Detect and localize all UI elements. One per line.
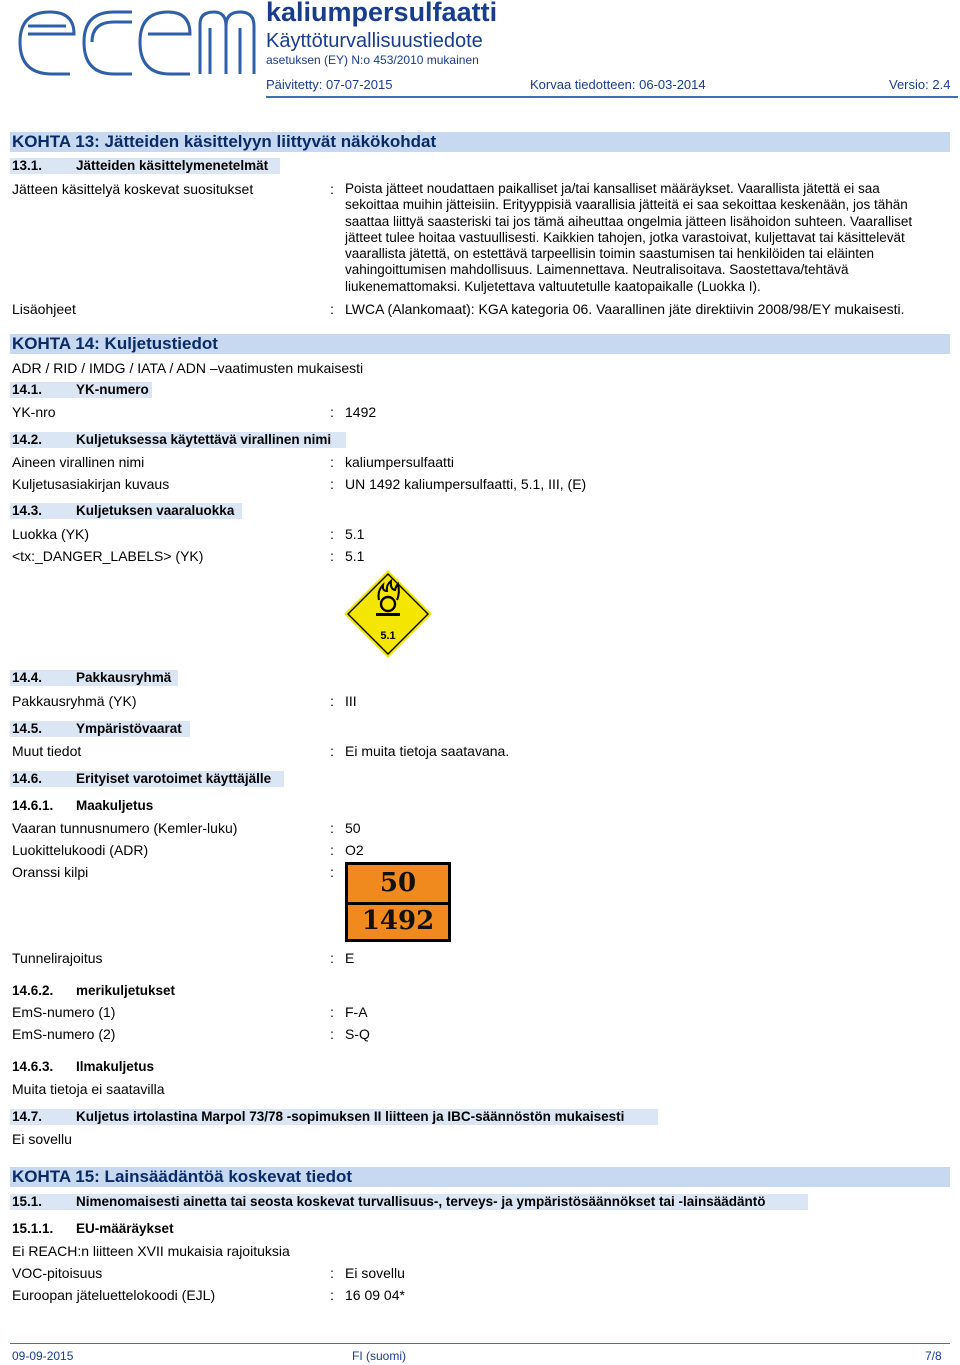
company-logo <box>14 4 258 80</box>
sub-14-6-heading: 14.6. Erityiset varotoimet käyttäjälle <box>12 771 272 786</box>
updated-date: Päivitetty: 07-07-2015 <box>266 77 393 92</box>
colon: : <box>330 1026 334 1042</box>
section-13-title: KOHTA 13: Jätteiden käsittelyyn liittyvät näkökohdat <box>12 132 437 151</box>
colon: : <box>330 820 334 836</box>
colon: : <box>330 548 334 564</box>
class-label: Luokka (YK) <box>12 526 90 542</box>
orange-hazard-plate <box>345 862 451 942</box>
colon: : <box>330 476 334 492</box>
header-divider <box>266 96 958 98</box>
ejl-label: Euroopan jäteluettelokoodi (EJL) <box>12 1287 216 1303</box>
waste-recommendation-label: Jätteen käsittelyä koskevat suositukset <box>12 181 254 197</box>
kemler-value: 50 <box>345 820 361 836</box>
voc-label: VOC-pitoisuus <box>12 1265 103 1281</box>
colon: : <box>330 1004 334 1020</box>
sub-14-3-heading: 14.3. Kuljetuksen vaaraluokka <box>12 503 235 518</box>
version: Versio: 2.4 <box>889 77 951 92</box>
kemler-label: Vaaran tunnusnumero (Kemler-luku) <box>12 820 238 836</box>
air-transport-value: Muita tietoja ei saatavilla <box>12 1081 165 1097</box>
footer-page: 7/8 <box>925 1349 942 1363</box>
transport-intro: ADR / RID / IMDG / IATA / ADN –vaatimusten mukaisesti <box>12 360 364 376</box>
colon: : <box>330 693 334 709</box>
additional-info-value: LWCA (Alankomaat): KGA kategoria 06. Vaarallinen jäte direktiivin 2008/98/EY mukaisesti. <box>345 301 905 317</box>
sub-14-6-3-heading: 14.6.3. Ilmakuljetus <box>12 1059 155 1074</box>
sub-14-1-heading: 14.1. YK-numero <box>12 382 149 397</box>
ems2-label: EmS-numero (2) <box>12 1026 116 1042</box>
other-info-value: Ei muita tietoja saatavana. <box>345 743 510 759</box>
colon: : <box>330 181 334 197</box>
colon: : <box>330 842 334 858</box>
adr-code-value: O2 <box>345 842 364 858</box>
colon: : <box>330 743 334 759</box>
sub-14-6-2-heading: 14.6.2. merikuljetukset <box>12 983 176 998</box>
other-info-label: Muut tiedot <box>12 743 82 759</box>
footer-divider <box>10 1343 950 1344</box>
orange-plate-divider <box>348 902 448 905</box>
reach-restrictions: Ei REACH:n liitteen XVII mukaisia rajoituksia <box>12 1243 290 1259</box>
section-14-title: KOHTA 14: Kuljetustiedot <box>12 334 218 353</box>
danger-labels-value: 5.1 <box>345 548 365 564</box>
sub-14-4-heading: 14.4. Pakkausryhmä <box>12 670 172 685</box>
sub-15-1-heading: 15.1. Nimenomaisesti ainetta tai seosta koskevat turvallisuus-, terveys- ja ympäristösäännökset tai -lainsäädäntö <box>12 1194 766 1209</box>
regulation-line: asetuksen (EY) N:o 453/2010 mukainen <box>266 53 479 67</box>
ems2-value: S-Q <box>345 1026 370 1042</box>
packing-group-label: Pakkausryhmä (YK) <box>12 693 137 709</box>
class-value: 5.1 <box>345 526 365 542</box>
un-number-value: 1492 <box>345 404 377 420</box>
packing-group-value: III <box>345 693 357 709</box>
official-name-value: kaliumpersulfaatti <box>345 454 454 470</box>
document-subtitle: Käyttöturvallisuustiedote <box>266 30 483 52</box>
colon: : <box>330 1265 334 1281</box>
official-name-label: Aineen virallinen nimi <box>12 454 145 470</box>
ems1-label: EmS-numero (1) <box>12 1004 116 1020</box>
colon: : <box>330 1287 334 1303</box>
sub-14-6-1-heading: 14.6.1. Maakuljetus <box>12 798 154 813</box>
orange-plate-kemler: 50 <box>379 868 417 898</box>
adr-code-label: Luokittelukoodi (ADR) <box>12 842 149 858</box>
sub-14-2-heading: 14.2. Kuljetuksessa käytettävä virallinen nimi <box>12 432 332 447</box>
replaces-date: Korvaa tiedotteen: 06-03-2014 <box>530 77 706 92</box>
sub-15-1-1-heading: 15.1.1. EU-määräykset <box>12 1221 174 1236</box>
colon: : <box>330 301 334 317</box>
footer-date: 09-09-2015 <box>12 1349 74 1363</box>
colon: : <box>330 526 334 542</box>
product-title: kaliumpersulfaatti <box>266 0 498 27</box>
ems1-value: F-A <box>345 1004 368 1020</box>
colon: : <box>330 864 334 880</box>
tunnel-code-value: E <box>345 950 355 966</box>
danger-labels-label: <tx:_DANGER_LABELS> (YK) <box>12 548 204 564</box>
waste-recommendation-value: Poista jätteet noudattaen paikalliset ja/tai kansalliset määräykset. Vaarallista jätettä ei saa sekoittaa muihin jätteisiin. Erityyppisiä vaarallisia jätteitä ei saa sekoittaa keskenään, jos tähän saattaa liittyä saasteriski tai jos tämä aiheuttaa ongelmia jätteen lisähoidon suhteen. Vaaralliset jätteet tulee hoitaa vastuullisesti. Kaikkien tahojen, jotka varastoivat, kuljettavat tai käsittelevät vaarallista jätettä, on estettävä tarpeellisin toimin saastumisen tai henkilöiden tai eläinten vahingoittumisen mahdollisuus. Laimennettava. Neutralisoitava. Saostettava/tehtävä liukenemattomaksi. Kuljetettava valtuutetulle kaatopaikalle (Luokka I). <box>345 181 913 294</box>
pictogram-class-text: 5.1 <box>380 630 396 642</box>
colon: : <box>330 950 334 966</box>
section-15-title: KOHTA 15: Lainsäädäntöä koskevat tiedot <box>12 1167 353 1186</box>
additional-info-label: Lisäohjeet <box>12 301 76 317</box>
footer-language: FI (suomi) <box>352 1349 406 1363</box>
ejl-value: 16 09 04* <box>345 1287 405 1303</box>
sub-14-7-heading: 14.7. Kuljetus irtolastina Marpol 73/78 -sopimuksen II liitteen ja IBC-säännöstön mukaisesti <box>12 1109 625 1124</box>
voc-value: Ei sovellu <box>345 1265 405 1281</box>
orange-plate-un: 1492 <box>361 906 435 936</box>
sub-13-1-heading: 13.1. Jätteiden käsittelymenetelmät <box>12 158 269 173</box>
transport-doc-value: UN 1492 kaliumpersulfaatti, 5.1, III, (E) <box>345 476 587 492</box>
un-number-label: YK-nro <box>12 404 56 420</box>
orange-plate-label: Oranssi kilpi <box>12 864 89 880</box>
sub-14-5-heading: 14.5. Ympäristövaarat <box>12 721 182 736</box>
transport-doc-label: Kuljetusasiakirjan kuvaus <box>12 476 170 492</box>
bulk-transport-value: Ei sovellu <box>12 1131 72 1147</box>
tunnel-code-label: Tunnelirajoitus <box>12 950 103 966</box>
colon: : <box>330 404 334 420</box>
oxidizer-hazard-pictogram <box>343 569 433 659</box>
colon: : <box>330 454 334 470</box>
